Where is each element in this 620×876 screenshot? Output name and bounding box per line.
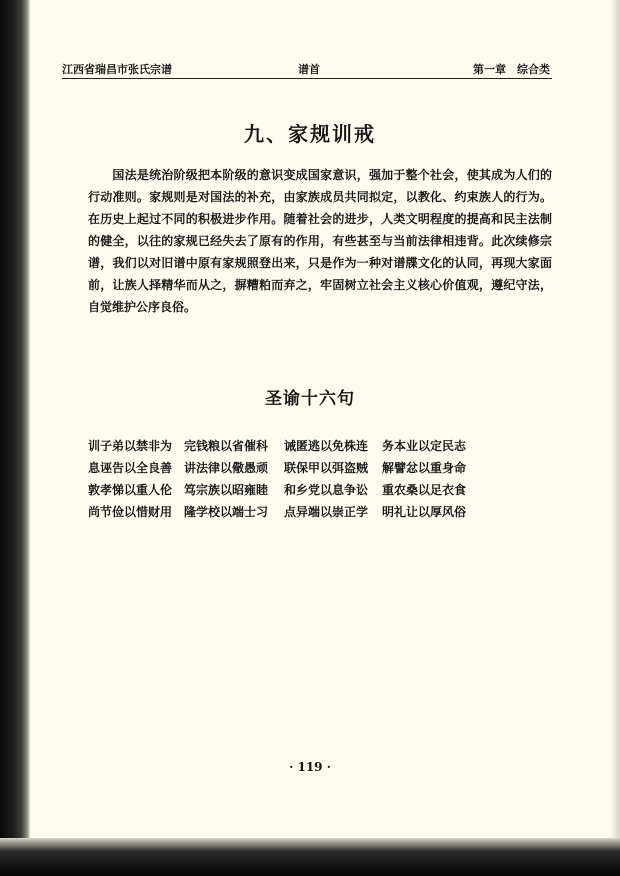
edict-item: 解譬忿以重身命: [382, 461, 467, 475]
edict-item: 点异端以崇正学: [284, 505, 369, 519]
page-number: · 119 ·: [289, 760, 331, 774]
running-header: [62, 58, 550, 78]
edict-item: 敦孝悌以重人伦: [88, 483, 173, 497]
edict-item: 讲法律以儆愚顽: [184, 461, 269, 475]
paragraph-line: 行动准则。家规则是对国法的补充，由家族成员共同拟定，以教化、约束族人的行为。: [88, 190, 552, 204]
header-chapter-title: 第一章 综合类: [473, 63, 550, 76]
paragraph-line: 自觉维护公序良俗。: [88, 300, 197, 314]
edict-item: 笃宗族以昭雍睦: [184, 483, 269, 497]
edict-item: 完钱粮以省催科: [184, 439, 269, 453]
header-book-title: 江西省瑞昌市张氏宗谱: [62, 63, 172, 76]
page-edge-bottom: [0, 838, 620, 876]
body-paragraph: [88, 164, 552, 318]
edict-item: 明礼让以厚风俗: [382, 505, 467, 519]
edict-item: 务本业以定民志: [382, 439, 467, 453]
paragraph-line: 在历史上起过不同的积极进步作用。随着社会的进步，人类文明程度的提高和民主法制: [88, 212, 552, 226]
header-rule: [62, 78, 552, 79]
edict-item: 和乡党以息争讼: [284, 483, 369, 497]
subsection-title: 圣谕十六句: [265, 389, 355, 409]
edict-item: 联保甲以弭盗贼: [284, 461, 369, 475]
section-title: 九、家规训戒: [244, 122, 376, 146]
edict-item: 息诬告以全良善: [88, 461, 173, 475]
edict-item: 隆学校以端士习: [184, 505, 269, 519]
header-part-title: 谱首: [298, 63, 320, 76]
paragraph-line: 国法是统治阶级把本阶级的意识变成国家意识，强加于整个社会，使其成为人们的: [88, 168, 552, 182]
edict-item: 诫匿逃以免株连: [284, 439, 369, 453]
edict-item: 训子弟以禁非为: [88, 439, 173, 453]
paragraph-line: 谱，我们以对旧谱中原有家规照登出来，只是作为一种对谱牒文化的认同，再现大家面: [88, 256, 552, 270]
paragraph-line: 的健全，以往的家规已经失去了原有的作用，有些甚至与当前法律相违背。此次续修宗: [88, 234, 552, 248]
paragraph-line: 前，让族人择精华而从之，摒糟粕而弃之，牢固树立社会主义核心价值观，遵纪守法，: [88, 278, 552, 292]
edict-grid: [88, 438, 488, 520]
edict-item: 尚节俭以惜财用: [88, 505, 173, 519]
edict-item: 重农桑以足衣食: [382, 483, 467, 497]
